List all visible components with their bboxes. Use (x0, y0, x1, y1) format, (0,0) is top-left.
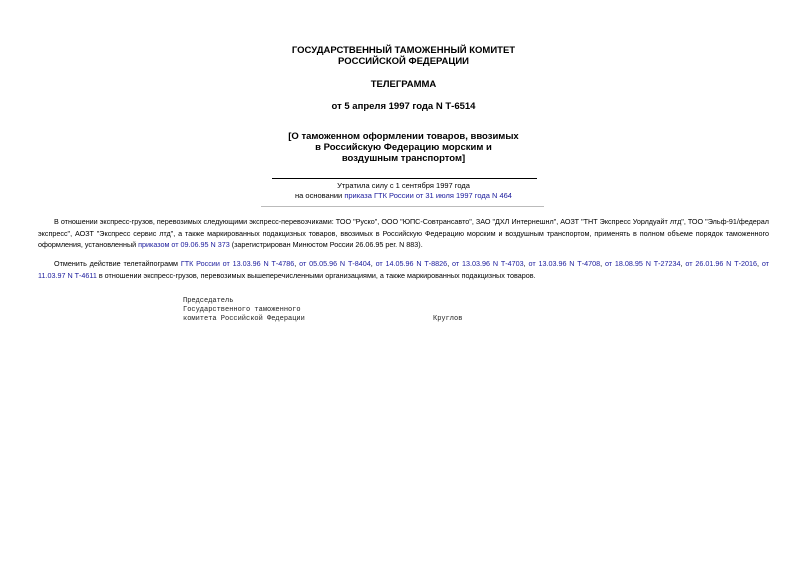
divider-bottom (261, 206, 544, 207)
paragraph-1-text-a: В отношении экспресс-грузов, перевозимых следующими экспресс-перевозчиками: ТОО "Руско", ООО "ЮПС-Совтрансавто", ЗАО "ДХЛ Интернешнл", АОЗТ "ТНТ Экспресс Уорлдуайт лтд", ТОО "Эльф-91/федерал экспресс", АОЗТ "Экспресс сервис лтд", а также маркированных подакцизных товаров, ввозимых в Российскую Федерацию морским и воздушным транспортом, применять в полном объеме порядок таможенного оформления, установленный (38, 217, 769, 249)
telegram-link[interactable]: от 11.03.97 N Т-4611 (38, 259, 769, 280)
org-name-line1: ГОСУДАРСТВЕННЫЙ ТАМОЖЕННЫЙ КОМИТЕТ (291, 45, 516, 56)
status-line2 (0, 191, 807, 201)
document-title-line3: воздушным транспортом] (341, 153, 466, 164)
telegram-link[interactable]: от 26.01.96 N Т-2016 (685, 259, 757, 268)
separator: , (523, 259, 529, 268)
telegram-link[interactable]: от 14.05.96 N Т-8826 (375, 259, 448, 268)
separator: , (447, 259, 453, 268)
telegram-link[interactable]: от 13.03.96 N Т-4703 (452, 259, 524, 268)
signature-title-line3: комитета Российской Федерации (183, 315, 305, 323)
document-title-line1: [О таможенном оформлении товаров, ввозимых (288, 131, 519, 142)
status-link[interactable]: приказа ГТК России от 31 июля 1997 года N 464 (344, 191, 512, 200)
status-prefix: на основании (295, 191, 345, 200)
separator: , (370, 259, 376, 268)
separator: , (680, 259, 686, 268)
paragraph-2-text-b: в отношении экспресс-грузов, перевозимых вышеперечисленными организациями, а также маркированных подакцизных товаров. (96, 270, 536, 280)
telegram-link[interactable]: ГТК России от 13.03.96 N Т-4786 (180, 259, 295, 268)
org-name-line2: РОССИЙСКОЙ ФЕДЕРАЦИИ (337, 56, 469, 67)
telegram-link[interactable]: от 05.05.96 N Т-8404 (299, 259, 371, 268)
divider-top (272, 178, 537, 179)
paragraph-1-text-b: (зарегистрирован Минюстом России 26.06.95 рег. N 883). (229, 240, 423, 249)
paragraph-2 (38, 258, 769, 281)
signature-title-line2: Государственного таможенного (183, 306, 301, 314)
signature-name: Круглов (433, 315, 463, 323)
signature-title-line1: Председатель (183, 297, 234, 305)
separator: , (600, 259, 605, 268)
order-373-link[interactable]: приказом от 09.06.95 N 373 (138, 240, 230, 249)
status-line1: Утратила силу с 1 сентября 1997 года (337, 181, 470, 190)
paragraph-1 (38, 216, 769, 251)
telegram-link[interactable]: от 13.03.96 N Т-4708 (528, 259, 601, 268)
document-title-line2: в Российскую Федерацию морским и (315, 142, 492, 153)
document-date-number: от 5 апреля 1997 года N Т-6514 (331, 101, 476, 112)
separator: , (757, 259, 762, 268)
telegram-link[interactable]: от 18.08.95 N Т-27234 (604, 259, 681, 268)
document-type: ТЕЛЕГРАММА (370, 79, 437, 90)
separator: , (294, 259, 300, 268)
paragraph-2-text-a: Отменить действие телетайпограмм (54, 259, 181, 268)
